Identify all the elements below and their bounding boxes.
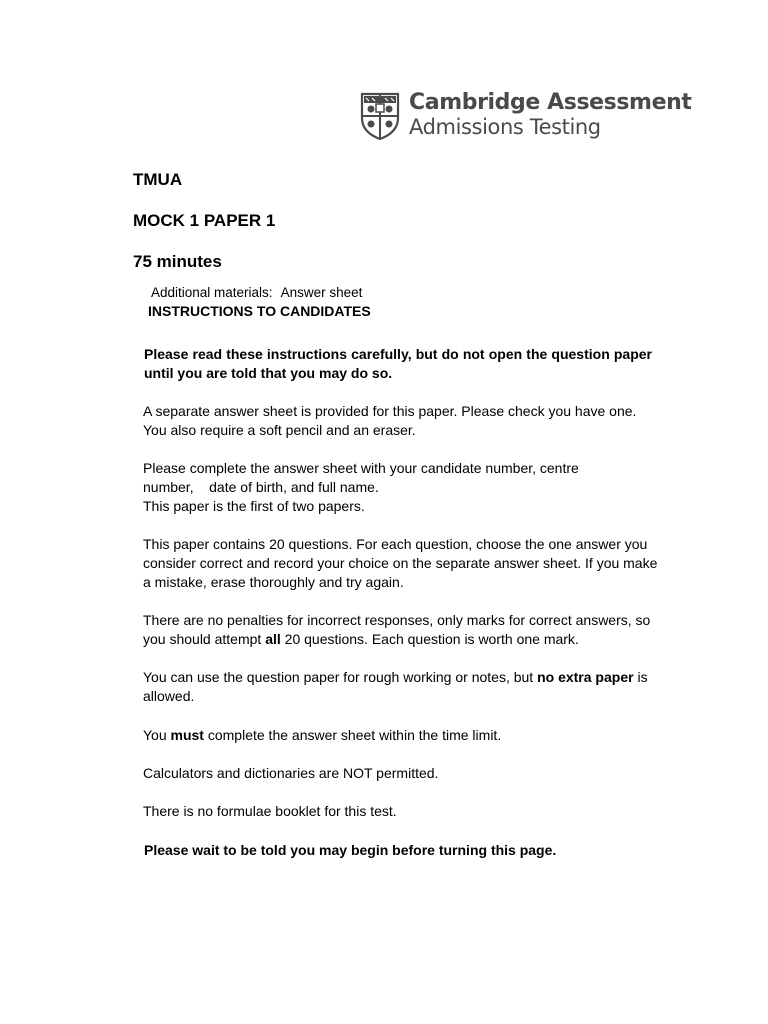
wait-notice xyxy=(144,841,653,860)
time-limit-text-end: complete the answer sheet within the time limit. xyxy=(203,727,502,743)
calculators-paragraph xyxy=(143,764,652,783)
rough-work-text-end: is xyxy=(633,669,648,685)
complete-sheet-paragraph xyxy=(143,459,652,516)
time-limit-text: You xyxy=(143,727,171,743)
university-crest-icon xyxy=(360,92,400,140)
time-limit-emphasis: must xyxy=(170,727,204,743)
additional-materials xyxy=(151,283,362,302)
penalties-paragraph xyxy=(143,611,652,649)
logo-subtitle: Admissions Testing xyxy=(409,115,601,139)
test-name: TMUA xyxy=(133,170,183,189)
questions-line-3: a mistake, erase thoroughly and try again. xyxy=(143,574,404,590)
rough-work-text: You can use the question paper for rough working or notes, but xyxy=(143,669,538,685)
additional-materials-value: Answer sheet xyxy=(280,285,363,300)
formulae-line: There is no formulae booklet for this test. xyxy=(143,803,397,819)
intro-line-1: Please read these instructions carefully, but do not open the question paper xyxy=(144,346,652,362)
formulae-paragraph xyxy=(143,802,652,821)
penalties-emphasis: all xyxy=(265,631,281,647)
additional-materials-label: Additional materials: xyxy=(151,285,273,300)
questions-paragraph xyxy=(143,535,658,592)
penalties-line-1: There are no penalties for incorrect responses, only marks for correct answers, so xyxy=(143,612,651,628)
time-limit-line xyxy=(143,726,652,745)
rough-work-line-1 xyxy=(143,668,652,687)
wait-notice-line: Please wait to be told you may begin before turning this page. xyxy=(144,842,557,858)
questions-line-1: This paper contains 20 questions. For each question, choose the one answer you xyxy=(143,536,648,552)
rough-work-line-2: allowed. xyxy=(143,688,195,704)
answer-sheet-line-1: A separate answer sheet is provided for this paper. Please check you have one. xyxy=(143,403,637,419)
complete-sheet-line-1: Please complete the answer sheet with your candidate number, centre xyxy=(143,460,579,476)
instructions-heading: INSTRUCTIONS TO CANDIDATES xyxy=(148,303,371,319)
penalties-text: you should attempt xyxy=(143,631,266,647)
answer-sheet-paragraph xyxy=(143,402,652,440)
complete-sheet-line-2: number, date of birth, and full name. xyxy=(143,479,379,495)
complete-sheet-line-3: This paper is the first of two papers. xyxy=(143,498,365,514)
rough-work-emphasis: no extra paper xyxy=(537,669,634,685)
questions-line-2: consider correct and record your choice on the separate answer sheet. If you make xyxy=(143,555,658,571)
calculators-line: Calculators and dictionaries are NOT permitted. xyxy=(143,765,439,781)
answer-sheet-line-2: You also require a soft pencil and an eraser. xyxy=(143,422,416,438)
penalties-line-2 xyxy=(143,630,652,649)
duration: 75 minutes xyxy=(133,252,222,271)
penalties-text-end: 20 questions. Each question is worth one mark. xyxy=(280,631,579,647)
cambridge-assessment-logo xyxy=(360,90,692,142)
paper-title: MOCK 1 PAPER 1 xyxy=(133,211,276,230)
intro-paragraph xyxy=(143,345,652,383)
logo-title: Cambridge Assessment xyxy=(409,90,692,115)
intro-line-2: until you are told that you may do so. xyxy=(144,365,393,381)
time-limit-paragraph xyxy=(143,726,652,745)
rough-work-paragraph xyxy=(143,668,652,706)
